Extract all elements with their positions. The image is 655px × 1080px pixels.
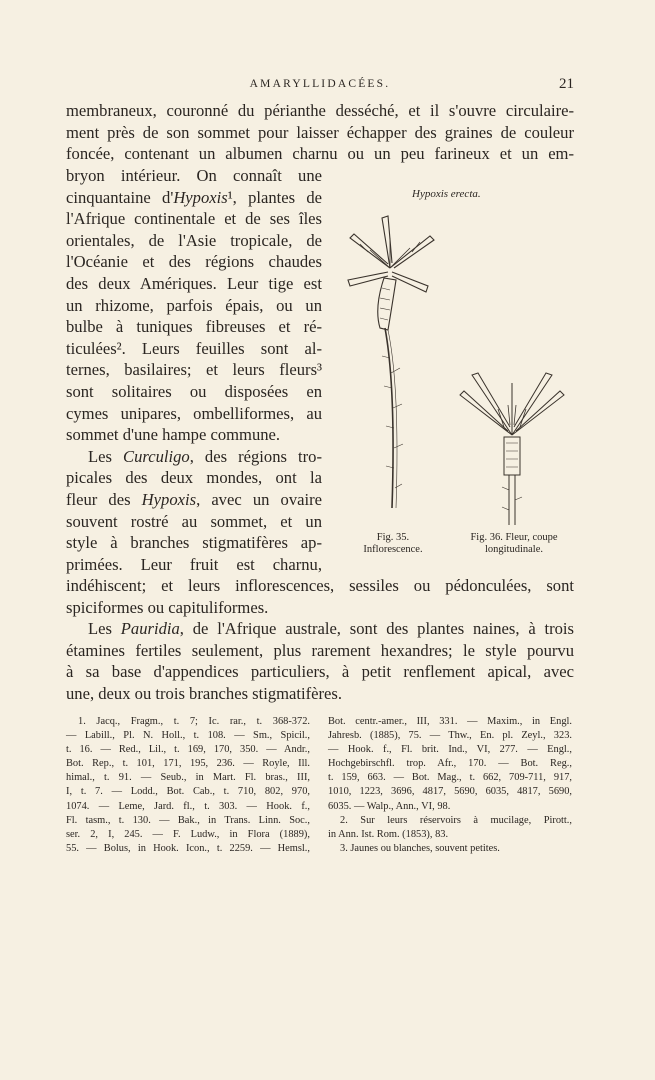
genus-name: Hypoxis [141, 489, 197, 509]
text-line: ternes, basilaires; et leurs fleurs³ [66, 360, 322, 380]
text-line: orientales, de l'Asie tropicale, de [66, 230, 322, 250]
text-span: cinquantaine d' [66, 187, 174, 207]
footnote-line: Hochgebirschfl. trop. Afr., 170. — Bot. Reg., [328, 758, 572, 770]
text-line: sommet d'une hampe commune. [66, 425, 281, 445]
flower-section-illustration [452, 365, 572, 525]
figure-title: Hypoxis erecta. [412, 188, 481, 200]
text-span: , avec un ovaire [196, 489, 322, 509]
footnote-line: 6035. — Walp., Ann., VI, 98. [328, 800, 451, 812]
running-head [66, 78, 574, 96]
text-line [66, 489, 322, 511]
paragraph-top [66, 100, 574, 165]
caption-label: Fig. 36. Fleur, coupe [470, 532, 558, 543]
footnote-line: — Hook. f., Fl. brit. Ind., VI, 277. — Engl., [328, 744, 572, 756]
text-line [66, 187, 322, 209]
footnote-line: Bot. Rep., t. 101, 171, 195, 236. — Royle, Ill. [66, 758, 310, 770]
text-line: à sa base d'appendices particuliers, à petit renflement apical, avec [66, 662, 574, 682]
footnote-line: 2. Sur leurs réservoirs à mucilage, Pirott., [340, 814, 572, 826]
footnote-line: 3. Jaunes ou blanches, souvent petites. [340, 842, 500, 854]
figure-35-caption [348, 532, 438, 556]
footnote-line: ser. 2, I, 245. — F. Ludw., in Flora (1889), [66, 828, 310, 840]
genus-name: Pauridia [120, 619, 180, 638]
text-line: l'Océanie et des régions chaudes [66, 252, 322, 272]
text-line: l'Afrique continentale et de ses îles [66, 209, 322, 229]
running-title: AMARYLLIDACÉES. [249, 78, 391, 90]
caption-text: Inflorescence. [363, 544, 423, 555]
footnote-line: t. 159, 663. — Bot. Mag., t. 662, 709-711, 917, [328, 772, 572, 784]
text-line: cymes unipares, ombelliformes, au [66, 403, 322, 423]
footnote-line: — Labill., Pl. N. Holl., t. 108. — Sm., Spicil., [66, 730, 310, 742]
footnote-line: t. 16. — Red., Lil., t. 169, 170, 350. — Andr., [66, 744, 310, 756]
genus-name: Hypoxis [173, 187, 228, 207]
text-line: des deux Amériques. Leur tige est [66, 273, 322, 293]
text-line: bryon intérieur. On connaît une [66, 166, 322, 185]
footnote-line: in Ann. Ist. Rom. (1853), 83. [328, 828, 449, 840]
text-span: ¹, plantes de [227, 187, 322, 207]
text-line: ment près de son sommet pour laisser échapper des graines de couleur [66, 122, 574, 142]
footnote-line: 55. — Bolus, in Hook. Icon., t. 2259. — Hemsl., [66, 842, 310, 854]
text-line: une, deux ou trois branches stigmatifères. [66, 683, 343, 703]
caption-text: longitudinale. [484, 544, 544, 555]
footnote-line: 1. Jacq., Fragm., t. 7; Ic. rar., t. 368-372. [78, 716, 310, 727]
caption-label: Fig. 35. [376, 532, 410, 543]
text-line: picales des deux mondes, ont la [66, 468, 322, 488]
page-number: 21 [559, 76, 574, 92]
text-line [66, 618, 574, 640]
footnote-line: Fl. tasm., t. 130. — Bak., in Trans. Linn. Soc., [66, 814, 310, 826]
footnotes [66, 715, 574, 865]
paragraph-pauridia [66, 618, 574, 704]
text-span: Les [88, 446, 124, 466]
text-line: membraneux, couronné du périanthe desséché, et il s'ouvre circulaire- [66, 101, 574, 120]
footnote-line: himal., t. 91. — Seub., in Mart. Fl. bras., III, [66, 772, 310, 784]
text-line: foncée, contenant un albumen charnu ou un peu farineux et un em- [66, 144, 574, 164]
text-line: primées. Leur fruit est charnu, [66, 554, 322, 574]
footnote-line: 1010, 1223, 3696, 4817, 5690, 6035, 4817, 5690, [328, 786, 572, 798]
footnotes-left-column [66, 715, 310, 856]
footnotes-right-column [328, 715, 572, 856]
figure-hypoxis-erecta [330, 180, 580, 565]
text-line: étamines fertiles seulement, plus rarement hexandres; le style pourvu [66, 640, 574, 660]
footnote-line: 1074. — Leme, Jard. fl., t. 303. — Hook. f., [66, 800, 310, 812]
text-line: ticulées². Leurs feuilles sont al- [66, 338, 322, 358]
footnote-line: I, t. 7. — Lodd., Bot. Cab., t. 710, 802, 970, [66, 786, 310, 798]
text-line [66, 446, 322, 468]
text-line: indéhiscent; et leurs inflorescences, sessiles ou pédonculées, sont [66, 576, 574, 595]
text-line: un rhizome, parfois épais, ou un [66, 295, 322, 315]
text-column-left [66, 165, 322, 575]
text-line: bulbe à tuniques fibreuses et ré- [66, 317, 322, 337]
text-line: spiciformes ou capituliformes. [66, 597, 269, 617]
text-line: souvent rostré au sommet, et un [66, 511, 322, 531]
text-span: , de l'Afrique australe, sont des plantes naines, à trois [179, 619, 574, 638]
text-span: Les [88, 619, 121, 638]
figure-36-caption [450, 532, 578, 556]
inflorescence-illustration [330, 208, 450, 508]
footnote-line: Jahresb. (1885), 75. — Thw., En. pl. Zeyl., 323. [328, 730, 572, 742]
paragraph-continuation [66, 575, 574, 618]
text-span: , des régions tro- [189, 446, 322, 466]
genus-name: Curculigo [123, 446, 190, 466]
footnote-line: Bot. centr.-amer., III, 331. — Maxim., in Engl. [328, 716, 572, 727]
text-line: style à branches stigmatifères ap- [66, 533, 322, 553]
text-span: fleur des [66, 489, 142, 509]
text-line: sont solitaires ou disposées en [66, 381, 322, 401]
